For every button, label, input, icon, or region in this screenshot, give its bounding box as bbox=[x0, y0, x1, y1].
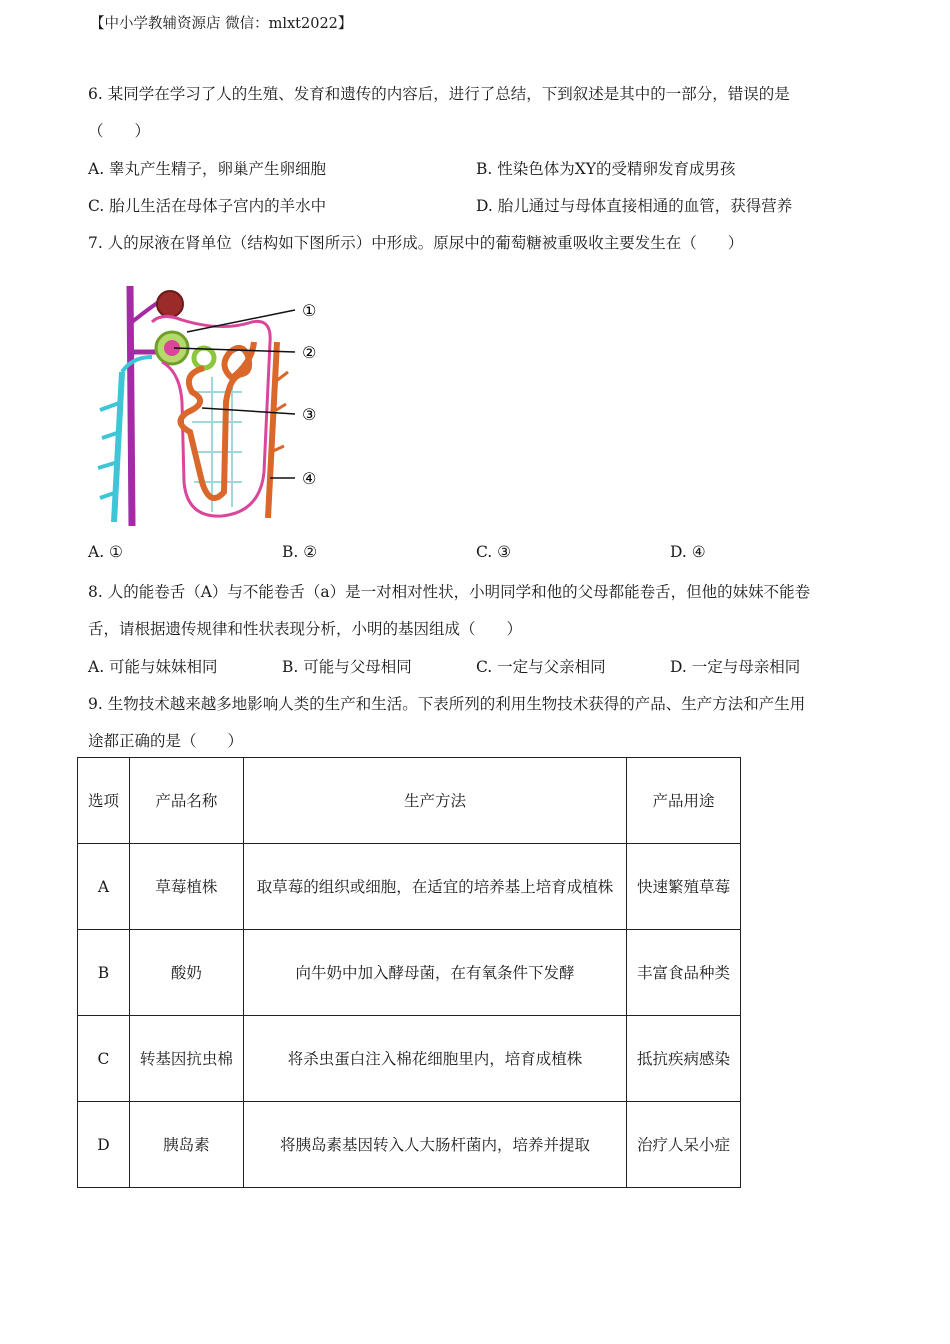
q8-option-b[interactable]: B. 可能与父母相同 bbox=[282, 658, 412, 676]
table-row bbox=[78, 844, 741, 930]
nephron-diagram bbox=[92, 282, 332, 530]
table-cell: A bbox=[78, 844, 130, 930]
table-cell: 将杀虫蛋白注入棉花细胞里内，培育成植株 bbox=[243, 1016, 626, 1102]
table-header-cell: 选项 bbox=[78, 758, 130, 844]
label-3: ③ bbox=[302, 405, 317, 424]
q9-stem-line2: 途都正确的是（ ） bbox=[88, 732, 244, 750]
table-row bbox=[78, 1102, 741, 1188]
q9-stem-line1: 9. 生物技术越来越多地影响人类的生产和生活。下表所列的利用生物技术获得的产品、生产方法和产生用 bbox=[88, 695, 806, 713]
table-cell: B bbox=[78, 930, 130, 1016]
q7-option-c[interactable]: C. ③ bbox=[476, 543, 512, 561]
table-cell: 治疗人呆小症 bbox=[627, 1102, 741, 1188]
label-4: ④ bbox=[302, 469, 317, 488]
table-header-row bbox=[78, 758, 741, 844]
table-cell: 草莓植株 bbox=[129, 844, 243, 930]
table-header-cell: 产品用途 bbox=[627, 758, 741, 844]
table-cell: 转基因抗虫棉 bbox=[129, 1016, 243, 1102]
label-1: ① bbox=[302, 301, 317, 320]
page-header: 【中小学教辅资源店 微信：mlxt2022】 bbox=[90, 16, 353, 32]
q7-option-b[interactable]: B. ② bbox=[282, 543, 318, 561]
q6-option-d[interactable]: D. 胎儿通过与母体直接相通的血管，获得营养 bbox=[476, 197, 793, 215]
q7-stem: 7. 人的尿液在肾单位（结构如下图所示）中形成。原尿中的葡萄糖被重吸收主要发生在（ ） bbox=[88, 234, 744, 252]
q8-option-c[interactable]: C. 一定与父亲相同 bbox=[476, 658, 606, 676]
table-cell: 酸奶 bbox=[129, 930, 243, 1016]
q6-stem-line2: （ ） bbox=[88, 122, 151, 140]
table-row bbox=[78, 1016, 741, 1102]
table-cell: 抵抗疾病感染 bbox=[627, 1016, 741, 1102]
table-header-cell: 产品名称 bbox=[129, 758, 243, 844]
table-header-cell: 生产方法 bbox=[243, 758, 626, 844]
q7-option-a[interactable]: A. ① bbox=[88, 543, 123, 561]
table-cell: 快速繁殖草莓 bbox=[627, 844, 741, 930]
table-cell: 胰岛素 bbox=[129, 1102, 243, 1188]
q8-option-a[interactable]: A. 可能与妹妹相同 bbox=[88, 658, 218, 676]
q8-stem-line1: 8. 人的能卷舌（A）与不能卷舌（a）是一对相对性状，小明同学和他的父母都能卷舌，但他的妹妹不能卷 bbox=[88, 583, 811, 601]
table-cell: 向牛奶中加入酵母菌，在有氧条件下发酵 bbox=[243, 930, 626, 1016]
q7-option-d[interactable]: D. ④ bbox=[670, 543, 706, 561]
table-cell: 将胰岛素基因转入人大肠杆菌内，培养并提取 bbox=[243, 1102, 626, 1188]
q6-option-c[interactable]: C. 胎儿生活在母体子宫内的羊水中 bbox=[88, 197, 327, 215]
q8-stem-line2: 舌，请根据遗传规律和性状表现分析，小明的基因组成（ ） bbox=[88, 620, 523, 638]
q8-option-d[interactable]: D. 一定与母亲相同 bbox=[670, 658, 801, 676]
q6-option-b[interactable]: B. 性染色体为XY的受精卵发育成男孩 bbox=[476, 160, 736, 178]
q6-stem-line1: 6. 某同学在学习了人的生殖、发育和遗传的内容后，进行了总结，下到叙述是其中的一部分，错误的是 bbox=[88, 85, 790, 103]
table-cell: D bbox=[78, 1102, 130, 1188]
table-row bbox=[78, 930, 741, 1016]
table-cell: 取草莓的组织或细胞，在适宜的培养基上培育成植株 bbox=[243, 844, 626, 930]
label-2: ② bbox=[302, 343, 317, 362]
biotech-table bbox=[77, 757, 741, 1188]
table-cell: 丰富食品种类 bbox=[627, 930, 741, 1016]
table-cell: C bbox=[78, 1016, 130, 1102]
q6-option-a[interactable]: A. 睾丸产生精子，卵巢产生卵细胞 bbox=[88, 160, 327, 178]
